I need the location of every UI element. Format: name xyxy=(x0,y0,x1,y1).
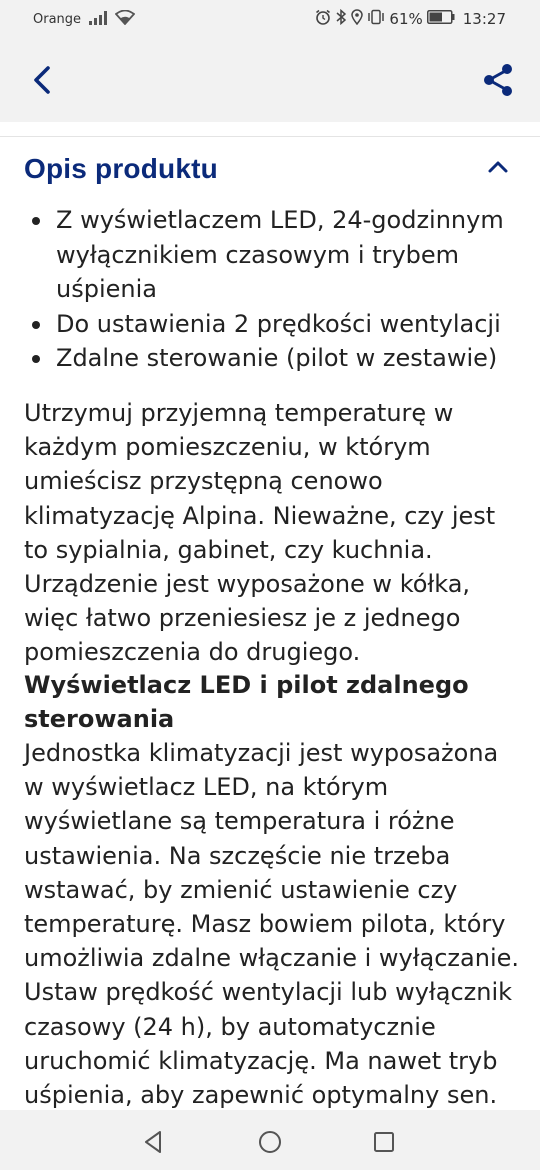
list-item-text: Do ustawienia 2 prędkości wentylacji xyxy=(56,309,501,338)
list-item-text: Z wyświetlaczem LED, 24-godzinnym wyłącznikiem czasowym i trybem uśpienia xyxy=(56,206,504,303)
wifi-icon xyxy=(115,10,135,29)
subheading: Wyświetlacz LED i pilot zdalnego sterowania xyxy=(24,671,469,733)
battery-icon xyxy=(427,10,455,28)
nav-home-button[interactable] xyxy=(256,1128,284,1156)
app-bar xyxy=(0,38,540,122)
vibrate-icon xyxy=(367,9,385,29)
description-paragraph: Utrzymuj przyjemną temperaturę w każdym pomieszczeniu, w którym umieścisz przystępną cenowo klimatyzację Alpina. Nieważne, czy jest to sypialnia, gabinet, czy kuchnia. Urządzenie jest wyposażone w kółka, więc łatwo przeniesiesz je z jednego pomieszczenia do drugiego. xyxy=(24,399,496,667)
carrier-label: Orange xyxy=(33,12,82,27)
circle-home-icon xyxy=(256,1128,284,1156)
header-divider xyxy=(0,136,540,137)
list-item xyxy=(24,203,524,307)
description-paragraph: Jednostka klimatyzacji jest wyposażona w wyświetlacz LED, na którym wyświetlane są temperatura i różne ustawienia. Na szczęście nie trzeba wstawać, by zmienić ustawienie czy temperaturę. Masz bowiem pilota, który umożliwia zdalne włączanie i wyłączanie. Ustaw prędkość wentylacji lub wyłącznik czasowy (24 h), by automatycznie uruchomić klimatyzację. Ma nawet tryb uśpienia, aby zapewnić optymalny sen. xyxy=(24,739,520,1110)
list-item xyxy=(24,307,524,342)
alarm-icon xyxy=(315,9,331,29)
section-title: Opis produktu xyxy=(24,153,218,184)
battery-percent: 61% xyxy=(389,10,423,28)
location-icon xyxy=(351,9,363,29)
nav-recents-button[interactable] xyxy=(370,1128,398,1156)
bullet-icon xyxy=(32,355,40,363)
list-item-text: Zdalne sterowanie (pilot w zestawie) xyxy=(56,344,498,372)
square-recents-icon xyxy=(370,1128,398,1156)
share-button[interactable] xyxy=(480,60,518,100)
chevron-up-icon xyxy=(486,157,510,177)
feature-list xyxy=(24,203,524,376)
bullet-icon xyxy=(32,321,40,329)
bluetooth-icon xyxy=(335,9,347,29)
section-header[interactable] xyxy=(24,151,516,191)
triangle-back-icon xyxy=(140,1128,168,1156)
back-button[interactable] xyxy=(26,60,62,100)
list-item xyxy=(24,341,524,376)
collapse-button[interactable] xyxy=(486,157,510,177)
clock: 13:27 xyxy=(462,10,506,28)
share-icon xyxy=(480,60,518,100)
signal-icon xyxy=(89,11,107,29)
nav-back-button[interactable] xyxy=(140,1128,168,1156)
bullet-icon xyxy=(32,217,40,225)
chevron-left-icon xyxy=(26,60,62,100)
status-bar xyxy=(0,0,540,38)
status-right xyxy=(315,9,506,29)
system-nav-bar xyxy=(0,1110,540,1170)
status-left xyxy=(33,10,135,29)
